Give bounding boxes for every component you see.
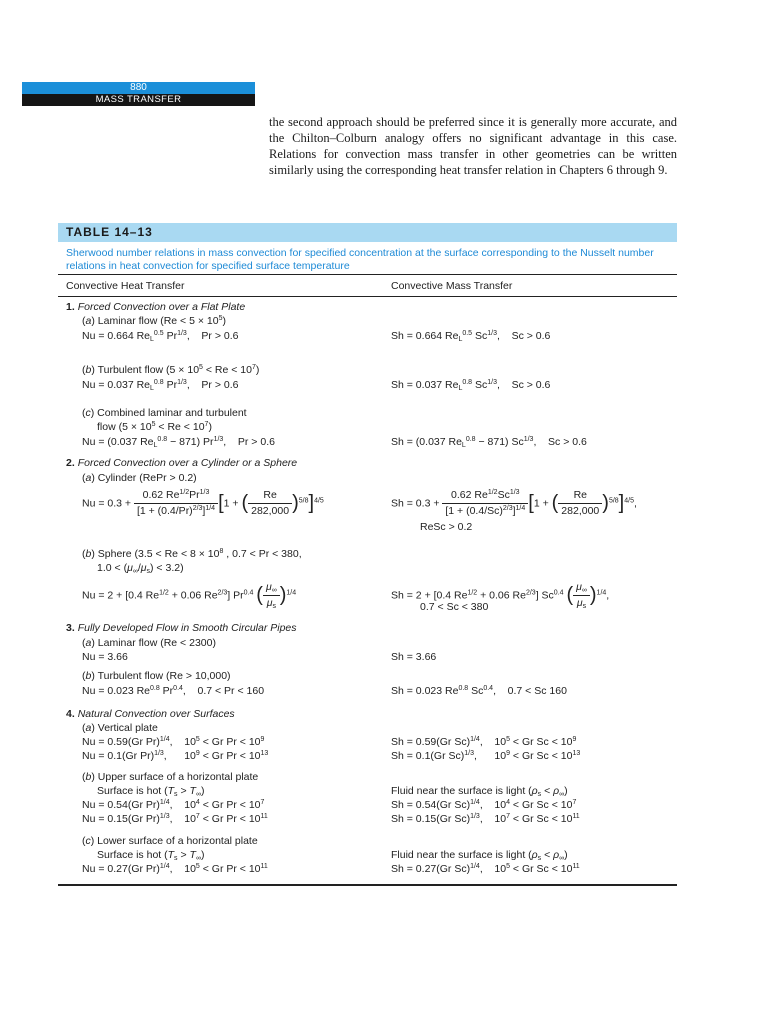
laminar-flat-condition: (a) Laminar flow $(Re < 5 \times 10^5)$	[82, 315, 226, 327]
column-header-heat: Convective Heat Transfer	[66, 280, 185, 292]
table-header-rule	[58, 296, 677, 297]
combined-flat-condition-1: (c) Combined laminar and turbulent	[82, 407, 247, 419]
vertical-plate-label: (a) Vertical plate	[82, 722, 158, 734]
nu-laminar-flat: Nu = 0.664 $Re_L^{0.5}$ $Pr^{1/3}$, Pr > 0.6	[82, 330, 239, 343]
body-paragraph: the second approach should be preferred since it is generally more accurate, and the Chilton–Colburn analogy offers no significant advantage in this case. Relations for convection mass transfer in other geometries can be written similarly using the corresponding heat transfer relation in Chapters 6 through 9.	[269, 115, 677, 177]
section-1-heading: 1. Forced Convection over a Flat Plate	[66, 301, 246, 313]
sh-lower: Sh = 0.27(Gr Sc)$^{1/4}$, $10^5 < Gr$ $Sc < 10^{11}$	[391, 863, 580, 875]
upper-fluid-light: Fluid near the surface is light $(\rho_s < \rho_\infty)$	[391, 785, 568, 798]
sphere-condition-1: (b) Sphere ($3.5 < Re < 8 \times 10^8$ , 0.7 < Pr < 380,	[82, 548, 302, 560]
cylinder-condition: (a) Cylinder (RePr > 0.2)	[82, 472, 197, 484]
table-caption: Sherwood number relations in mass convection for specified concentration at the surface corresponding to the Nusselt number relations in heat convection for specified surface temperature	[66, 247, 654, 272]
nu-cylinder: Nu = 0.3 + $\frac{0.62 Re^{1/2}Pr^{1/3}}{[1 + (0.4/Pr)^{2/3}]^{1/4}}$ [1 + ( $\frac{Re}{282,000}$ )$^{5/8}$]$^{4/5}$	[82, 489, 324, 517]
upper-surface-label: (b) Upper surface of a horizontal plate	[82, 771, 259, 783]
section-2-heading: 2. Forced Convection over a Cylinder or a Sphere	[66, 457, 298, 469]
turbulent-flat-condition: (b) Turbulent flow $(5 \times 10^5 < Re < 10^7)$	[82, 364, 260, 376]
nu-sphere: Nu = 2 + [0.4 $Re^{1/2} + 0.06$ $Re^{2/3}$] $Pr^{0.4}$ ( $\frac{\mu_\infty}{\mu_s}$ )$^{1/4}$	[82, 581, 297, 610]
sh-vertical-laminar: Sh = 0.59(Gr Sc)$^{1/4}$, $10^5 < Gr$ $Sc < 10^9$	[391, 736, 577, 748]
sh-upper-turbulent: Sh = 0.15(Gr Sc)$^{1/3}$, $10^7 < Gr$ $Sc < 10^{11}$	[391, 813, 580, 825]
pipe-turbulent-condition: (b) Turbulent flow (Re > 10,000)	[82, 670, 231, 682]
sh-turbulent-flat: Sh = 0.037 $Re_L^{0.8}$ $Sc^{1/3}$, Sc > 0.6	[391, 379, 551, 392]
nu-pipe-turbulent: Nu = 0.023 $Re^{0.8}$ $Pr^{0.4}$, 0.7 < Pr < 160	[82, 685, 265, 697]
page-number: 880	[22, 82, 255, 94]
sh-laminar-flat: Sh = 0.664 $Re_L^{0.5}$ $Sc^{1/3}$, Sc > 0.6	[391, 330, 551, 343]
upper-surface-hot: Surface is hot $(T_s > T_\infty)$	[97, 785, 205, 798]
nu-turbulent-flat: Nu = 0.037 $Re_L^{0.8}$ $Pr^{1/3}$, Pr > 0.6	[82, 379, 239, 392]
sh-cylinder-condition: ReSc > 0.2	[420, 521, 473, 533]
nu-vertical-turbulent: Nu = 0.1(Gr Pr)$^{1/3}$, $10^9 < Gr$ $Pr < 10^{13}$	[82, 750, 269, 762]
sh-sphere: Sh = 2 + [0.4 $Re^{1/2} + 0.06$ $Re^{2/3}$] $Sc^{0.4}$ ( $\frac{\mu_\infty}{\mu_s}$ )$^{1/4}$,	[391, 581, 610, 610]
table-top-rule	[58, 274, 677, 275]
nu-combined-flat: Nu = (0.037 $Re_L^{0.8} - 871$) $Pr^{1/3}$, Pr > 0.6	[82, 436, 275, 449]
lower-fluid-light: Fluid near the surface is light $(\rho_s < \rho_\infty)$	[391, 849, 568, 862]
sh-cylinder: Sh = 0.3 + $\frac{0.62 Re^{1/2}Sc^{1/3}}{[1 + (0.4/Sc)^{2/3}]^{1/4}}$ [1 + ( $\frac{Re}{282,000}$ )$^{5/8}$]$^{4/5}$,	[391, 489, 637, 517]
table-label: TABLE 14–13	[58, 223, 677, 242]
nu-vertical-laminar: Nu = 0.59(Gr Pr)$^{1/4}$, $10^5 < Gr$ $Pr < 10^9$	[82, 736, 265, 748]
table-bottom-rule	[58, 884, 677, 886]
pipe-laminar-condition: (a) Laminar flow (Re < 2300)	[82, 637, 216, 649]
sh-upper-laminar: Sh = 0.54(Gr Sc)$^{1/4}$, $10^4 < Gr$ $Sc < 10^7$	[391, 799, 577, 811]
chapter-title: MASS TRANSFER	[22, 94, 255, 106]
sh-sphere-condition: 0.7 < Sc < 380	[420, 601, 489, 613]
combined-flat-condition-2: flow $(5 \times 10^5 < Re < 10^7)$	[97, 421, 212, 433]
sh-pipe-turbulent: Sh = 0.023 $Re^{0.8}$ $Sc^{0.4}$, 0.7 < Sc 160	[391, 685, 567, 697]
section-3-heading: 3. Fully Developed Flow in Smooth Circular Pipes	[66, 622, 297, 634]
sh-pipe-laminar: Sh = 3.66	[391, 651, 437, 663]
nu-pipe-laminar: Nu = 3.66	[82, 651, 128, 663]
sphere-condition-2: $1.0 < (\mu_\infty/\mu_s) < 3.2$)	[97, 562, 184, 575]
section-4-heading: 4. Natural Convection over Surfaces	[66, 708, 235, 720]
sh-combined-flat: Sh = (0.037 $Re_L^{0.8} - 871$) $Sc^{1/3}$, Sc > 0.6	[391, 436, 587, 449]
sh-vertical-turbulent: Sh = 0.1(Gr Sc)$^{1/3}$, $10^9 < Gr$ $Sc < 10^{13}$	[391, 750, 581, 762]
nu-lower: Nu = 0.27(Gr Pr)$^{1/4}$, $10^5 < Gr$ $Pr < 10^{11}$	[82, 863, 268, 875]
column-header-mass: Convective Mass Transfer	[391, 280, 513, 292]
lower-surface-label: (c) Lower surface of a horizontal plate	[82, 835, 258, 847]
lower-surface-hot: Surface is hot $(T_s > T_\infty)$	[97, 849, 205, 862]
running-header	[22, 82, 255, 106]
nu-upper-laminar: Nu = 0.54(Gr Pr)$^{1/4}$, $10^4 < Gr$ $Pr < 10^7$	[82, 799, 265, 811]
nu-upper-turbulent: Nu = 0.15(Gr Pr)$^{1/3}$, $10^7 < Gr$ $Pr < 10^{11}$	[82, 813, 268, 825]
